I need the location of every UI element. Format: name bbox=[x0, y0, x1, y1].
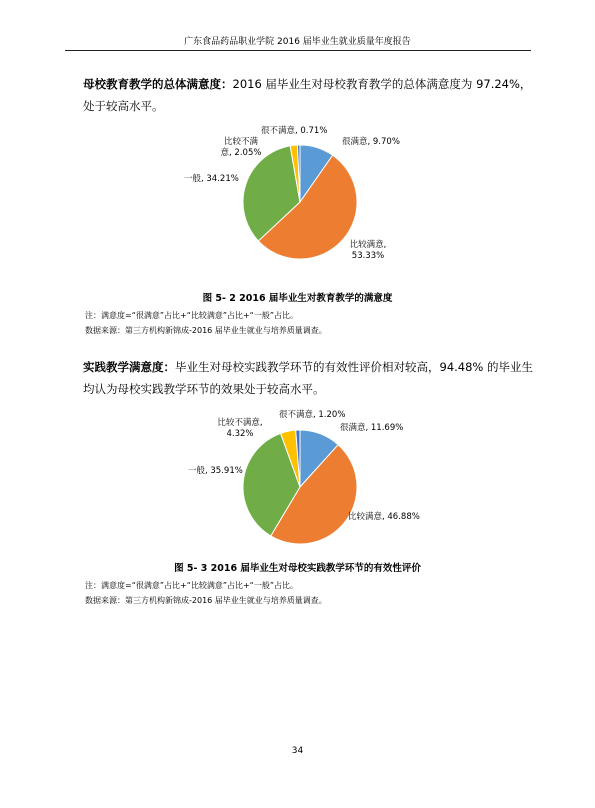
slice-label-very-satisfied: 很满意, 11.69% bbox=[340, 423, 404, 433]
section1-paragraph bbox=[83, 73, 533, 117]
pie-chart-practice-teaching bbox=[160, 407, 440, 557]
figure-source-5-3: 数据来源：第三方机构新锦成-2016 届毕业生就业与培养质量调查。 bbox=[85, 596, 327, 605]
figure-note-5-2: 注：满意度=“很满意”占比+“比较满意”占比+“一般”占比。 bbox=[85, 311, 298, 320]
section2-paragraph bbox=[83, 356, 533, 400]
section1-text: 2016 届毕业生对母校教育教学的总体满意度为 97.24%，处于较高水平。 bbox=[83, 77, 532, 113]
slice-label-very-satisfied: 很满意, 9.70% bbox=[342, 137, 400, 147]
figure-source-5-2: 数据来源：第三方机构新锦成-2016 届毕业生就业与培养质量调查。 bbox=[85, 326, 327, 335]
slice-label-very-dissatisfied: 很不满意, 1.20% bbox=[279, 410, 346, 420]
section2-text: 毕业生对母校实践教学环节的有效性评价相对较高，94.48% 的毕业生均认为母校实践教学环节的效果处于较高水平。 bbox=[83, 360, 534, 396]
slice-label-satisfied: 比较满意, 46.88% bbox=[348, 512, 420, 522]
figure-caption-5-2: 图 5- 2 2016 届毕业生对教育教学的满意度 bbox=[202, 293, 393, 304]
slice-label-very-dissatisfied: 很不满意, 0.71% bbox=[261, 126, 328, 136]
section1-lead: 母校教育教学的总体满意度： bbox=[83, 77, 233, 91]
slice-label-somewhat-dissatisfied: 比较不满意, 4.32% bbox=[217, 418, 263, 439]
slice-label-satisfied: 比较满意, 53.33% bbox=[349, 240, 387, 261]
section2-lead: 实践教学满意度： bbox=[83, 360, 175, 374]
header-rule bbox=[65, 50, 531, 51]
report-header-title: 广东食品药品职业学院 2016 届毕业生就业质量年度报告 bbox=[184, 37, 411, 47]
slice-label-average: 一般, 34.21% bbox=[184, 174, 239, 184]
pie-chart-teaching-satisfaction bbox=[160, 122, 440, 272]
slice-label-somewhat-dissatisfied: 比较不满意, 2.05% bbox=[220, 137, 262, 158]
page-number: 34 bbox=[291, 746, 304, 756]
figure-note-5-3: 注：满意度=“很满意”占比+“比较满意”占比+“一般”占比。 bbox=[85, 581, 298, 590]
figure-caption-5-3: 图 5- 3 2016 届毕业生对母校实践教学环节的有效性评价 bbox=[174, 563, 421, 574]
slice-label-average: 一般, 35.91% bbox=[188, 466, 243, 476]
